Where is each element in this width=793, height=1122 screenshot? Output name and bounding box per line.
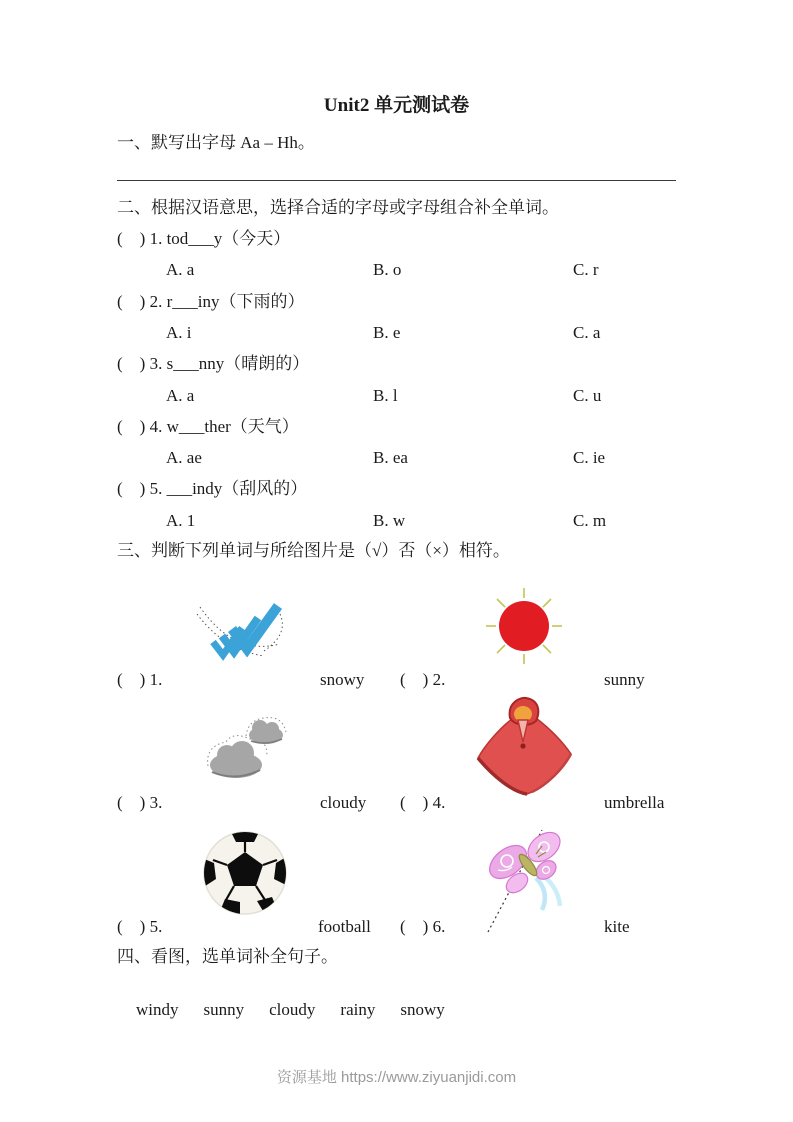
option-a: A. ae (166, 448, 202, 467)
option-c: C. m (573, 511, 607, 530)
word-bank-item: windy (136, 1000, 179, 1019)
tf-item-word: umbrella (604, 793, 665, 812)
tf-item-prefix: ( ) 3. (117, 793, 163, 812)
section4-heading: 四、看图，选单词补全句子。 (117, 947, 338, 966)
option-b: B. l (373, 386, 398, 405)
tf-item-word: snowy (320, 670, 365, 689)
tf-item-word: kite (604, 917, 630, 936)
page-title: Unit2 单元测试卷 (323, 95, 470, 116)
tf-item-prefix: ( ) 2. (400, 670, 446, 689)
option-b: B. o (373, 260, 402, 279)
question-prompt: ( ) 3. s___nny（晴朗的） (117, 354, 310, 373)
tf-item-prefix: ( ) 1. (117, 670, 163, 689)
raincoat-icon (472, 696, 577, 798)
word-bank-item: sunny (203, 1000, 245, 1019)
option-c: C. ie (573, 448, 606, 467)
section1-heading: 一、默写出字母 Aa – Hh。 (117, 133, 315, 152)
section3-heading: 三、判断下列单词与所给图片是（√）否（×）相符。 (117, 541, 510, 560)
word-bank-item: cloudy (269, 1000, 316, 1019)
option-b: B. w (373, 511, 406, 530)
question-prompt: ( ) 1. tod___y（今天） (117, 229, 291, 248)
option-c: C. r (573, 260, 599, 279)
tf-item-word: cloudy (320, 793, 367, 812)
tf-item-prefix: ( ) 5. (117, 917, 163, 936)
sun-icon (486, 588, 562, 664)
word-bank-item: rainy (340, 1000, 376, 1019)
option-c: C. u (573, 386, 602, 405)
tf-item-prefix: ( ) 4. (400, 793, 446, 812)
clouds-icon (198, 708, 298, 786)
butterfly-kite-icon (478, 820, 573, 935)
answer-line (117, 180, 676, 181)
word-bank-item: snowy (400, 1000, 445, 1019)
option-b: B. e (373, 323, 401, 342)
option-b: B. ea (373, 448, 408, 467)
wind-check-icon (192, 594, 292, 664)
option-c: C. a (573, 323, 601, 342)
word-bank (119, 978, 445, 1041)
option-a: A. 1 (166, 511, 196, 530)
option-a: A. a (166, 386, 195, 405)
question-prompt: ( ) 5. ___indy（刮风的） (117, 479, 308, 498)
football-icon (202, 830, 288, 916)
section2-heading: 二、根据汉语意思，选择合适的字母或字母组合补全单词。 (117, 198, 559, 217)
option-a: A. a (166, 260, 195, 279)
option-a: A. i (166, 323, 192, 342)
question-prompt: ( ) 4. w___ther（天气） (117, 417, 299, 436)
tf-item-word: football (318, 917, 371, 936)
question-prompt: ( ) 2. r___iny（下雨的） (117, 292, 305, 311)
tf-item-word: sunny (604, 670, 645, 689)
footer-site-link[interactable]: 资源基地 https://www.ziyuanjidi.com (276, 1069, 517, 1086)
tf-item-prefix: ( ) 6. (400, 917, 446, 936)
